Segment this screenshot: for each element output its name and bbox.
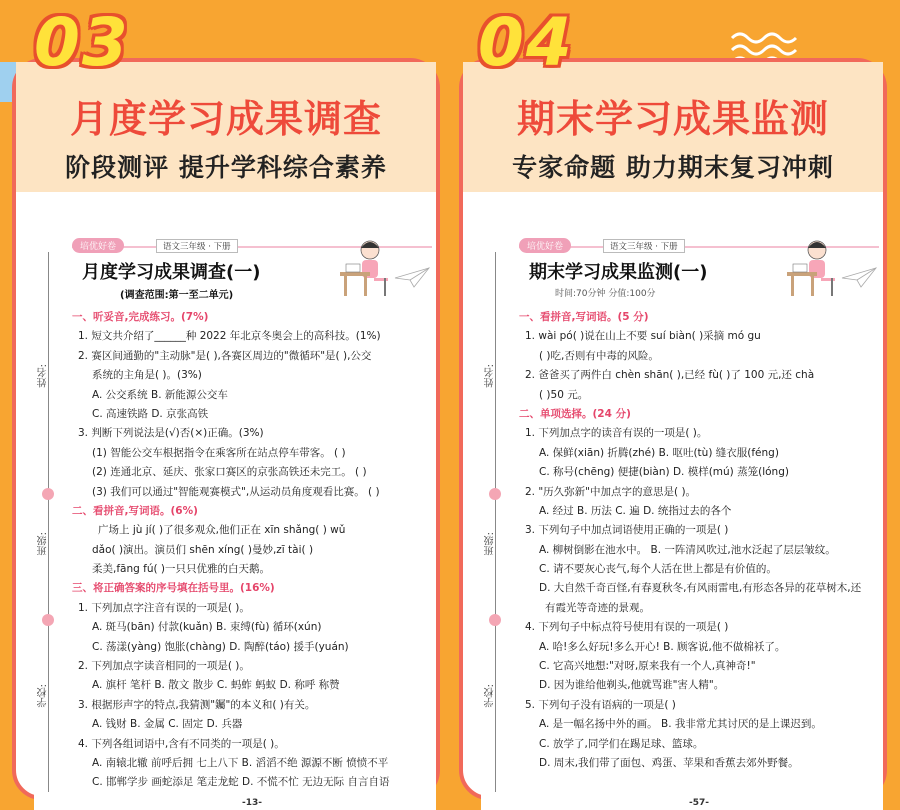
question-line: ( )吃,否则有中毒的风险。 (539, 349, 659, 362)
question-line: 1. 下列加点字注音有误的一项是( )。 (78, 601, 250, 614)
question-line: 2. 爸爸买了两件白 chèn shān( ),已经 fù( )了 100 元,还 chà (525, 369, 815, 382)
class-label: 班级: (38, 532, 49, 556)
school-label: 学校: (485, 684, 496, 708)
question-line: A. 经过 B. 历法 C. 遍 D. 统指过去的各个 (539, 504, 732, 517)
question-line: A. 钱财 B. 金属 C. 固定 D. 兵器 (92, 718, 243, 731)
question-line: A. 旗杆 笔杆 B. 散文 散步 C. 蚂蚱 蚂蚁 D. 称呼 称赞 (92, 679, 340, 692)
question-line: A. 哈!多么好玩!多么开心! B. 顾客说,他不做棉袄了。 (539, 640, 786, 653)
studying-girl-illustration-icon (781, 238, 841, 300)
question-line: 1. 下列加点字的读音有误的一项是( )。 (525, 427, 708, 440)
section-heading: 二、单项选择。(24 分) (519, 407, 631, 420)
paper-plane-icon (841, 266, 877, 288)
binding-line (48, 252, 49, 792)
binding-hole (42, 488, 54, 500)
studying-girl-illustration-icon (334, 238, 394, 300)
question-line: 4. 下列句子中标点符号使用有误的一项是( ) (525, 621, 729, 634)
question-line: 5. 下列句子没有语病的一项是( ) (525, 698, 676, 711)
question-line: 2. 下列加点字读音相同的一项是( )。 (78, 660, 250, 673)
class-label: 班级: (485, 532, 496, 556)
question-line: C. 邯郸学步 画蛇添足 笔走龙蛇 D. 不慌不忙 无边无际 自言自语 (92, 776, 390, 789)
question-line: C. 称号(chēng) 便捷(biàn) D. 模样(mú) 蒸笼(lóng) (539, 466, 789, 479)
exam-page-preview (481, 232, 883, 810)
question-line: A. 是一幅名扬中外的画。 B. 我非常尤其讨厌的是上课迟到。 (539, 718, 822, 731)
binding-hole (42, 614, 54, 626)
school-label: 学校: (38, 684, 49, 708)
question-line: 3. 下列句子中加点词语使用正确的一项是( ) (525, 524, 729, 537)
page-content (519, 232, 879, 810)
card-subtitle: 阶段测评 提升学科综合素养 (65, 153, 387, 182)
question-line: C. 高速铁路 D. 京张高铁 (92, 407, 209, 420)
grade-label: 语文三年级 · 下册 (156, 239, 238, 253)
name-label: 姓名: (38, 364, 49, 388)
question-line: C. 放学了,同学们在踢足球、篮球。 (539, 737, 704, 750)
question-line: 1. wài pó( )说在山上不要 suí biàn( )采摘 mó gu (525, 330, 761, 343)
question-line: 4. 下列各组词语中,含有不同类的一项是( )。 (78, 737, 285, 750)
question-line: 2. "历久弥新"中加点字的意思是( )。 (525, 485, 697, 498)
exam-page-preview (34, 232, 436, 810)
page-title: 期末学习成果监测(一) (529, 262, 708, 283)
section-number: 03 (34, 4, 130, 81)
final-exam-card (459, 58, 887, 808)
grade-label: 语文三年级 · 下册 (603, 239, 685, 253)
exam-meta: 时间:70分钟 分值:100分 (555, 289, 656, 299)
page-number: -13- (242, 798, 262, 808)
binding-margin (34, 232, 66, 810)
brand-tag: 培优好卷 (72, 238, 124, 253)
question-line: A. 斑马(bān) 付款(kuǎn) B. 束缚(fù) 循环(xún) (92, 621, 322, 634)
card-title: 月度学习成果调查 (69, 97, 382, 141)
question-list (72, 308, 432, 793)
paper-plane-icon (394, 266, 430, 288)
section-heading: 三、将正确答案的序号填在括号里。(16%) (72, 582, 275, 595)
question-line: ( )50 元。 (539, 388, 589, 401)
page-content (72, 232, 432, 810)
page-number: -57- (689, 798, 709, 808)
question-line: D. 大自然千奇百怪,有春夏秋冬,有风雨雷电,有形态各异的花草树木,还 (539, 582, 862, 595)
name-label: 姓名: (485, 364, 496, 388)
question-line: C. 它高兴地想:"对呀,原来我有一个人,真神奇!" (539, 660, 756, 673)
page-title: 月度学习成果调查(一) (82, 262, 261, 283)
section-number: 04 (478, 4, 574, 81)
monthly-survey-card (12, 58, 440, 808)
survey-range: (调查范围:第一至二单元) (120, 290, 234, 301)
question-line: 有霞光等奇迹的景观。 (545, 601, 650, 614)
question-line: A. 南辕北辙 前呼后拥 七上八下 B. 滔滔不绝 源源不断 愤愤不平 (92, 756, 389, 769)
card-header (16, 62, 436, 192)
question-list (519, 308, 879, 773)
section-heading: 一、看拼音,写词语。(5 分) (519, 311, 649, 323)
card-title: 期末学习成果监测 (516, 97, 829, 141)
question-line: 3. 根据形声字的特点,我猜测"钃"的本义和( )有关。 (78, 698, 316, 711)
question-line: dǎo( )演出。演员们 shēn xíng( )曼妙,zī tài( ) (92, 543, 314, 556)
question-line: (3) 我们可以通过"智能观赛模式",从运动员角度观看比赛。 ( ) (92, 485, 380, 498)
question-line: 系统的主角是( )。(3%) (92, 369, 202, 382)
question-line: A. 柳树倒影在池水中。 B. 一阵清风吹过,池水泛起了层层皱纹。 (539, 543, 836, 556)
section-heading: 二、看拼音,写词语。(6%) (72, 504, 198, 517)
question-line: C. 请不要灰心丧气,每个人活在世上都是有价值的。 (539, 563, 777, 576)
question-line: (2) 连通北京、延庆、张家口赛区的京张高铁还未完工。 ( ) (92, 466, 367, 479)
question-line: 2. 赛区间通勤的"主动脉"是( ),各赛区周边的"微循环"是( ),公交 (78, 349, 372, 362)
question-line: C. 荡漾(yàng) 饱胀(chàng) D. 陶醉(táo) 援手(yuán) (92, 640, 349, 653)
card-header (463, 62, 883, 192)
question-line: 广场上 jù jí( )了很多观众,他们正在 xīn shǎng( ) wǔ (98, 524, 346, 537)
question-line: 3. 判断下列说法是(√)否(×)正确。(3%) (78, 427, 264, 440)
binding-line (495, 252, 496, 792)
question-line: A. 公交系统 B. 新能源公交车 (92, 388, 228, 401)
question-line: 柔美,fāng fú( )一只只优雅的白天鹅。 (92, 563, 271, 576)
question-line: (1) 智能公交车根据指令在乘客所在站点停车带客。 ( ) (92, 446, 346, 459)
question-line: A. 保鲜(xiān) 折腾(zhé) B. 呕吐(tù) 缝衣服(féng) (539, 446, 779, 459)
question-line: 1. 短文共介绍了______种 2022 年北京冬奥会上的高科技。(1%) (78, 330, 381, 343)
binding-hole (489, 614, 501, 626)
section-heading: 一、听妥音,完成练习。(7%) (72, 311, 209, 323)
question-line: D. 因为谁给他剃头,他就骂谁"害人精"。 (539, 679, 725, 692)
brand-tag: 培优好卷 (519, 238, 571, 253)
card-subtitle: 专家命题 助力期末复习冲刺 (512, 153, 834, 182)
question-line: D. 周末,我们带了面包、鸡蛋、苹果和香蕉去郊外野餐。 (539, 756, 799, 769)
binding-hole (489, 488, 501, 500)
binding-margin (481, 232, 513, 810)
